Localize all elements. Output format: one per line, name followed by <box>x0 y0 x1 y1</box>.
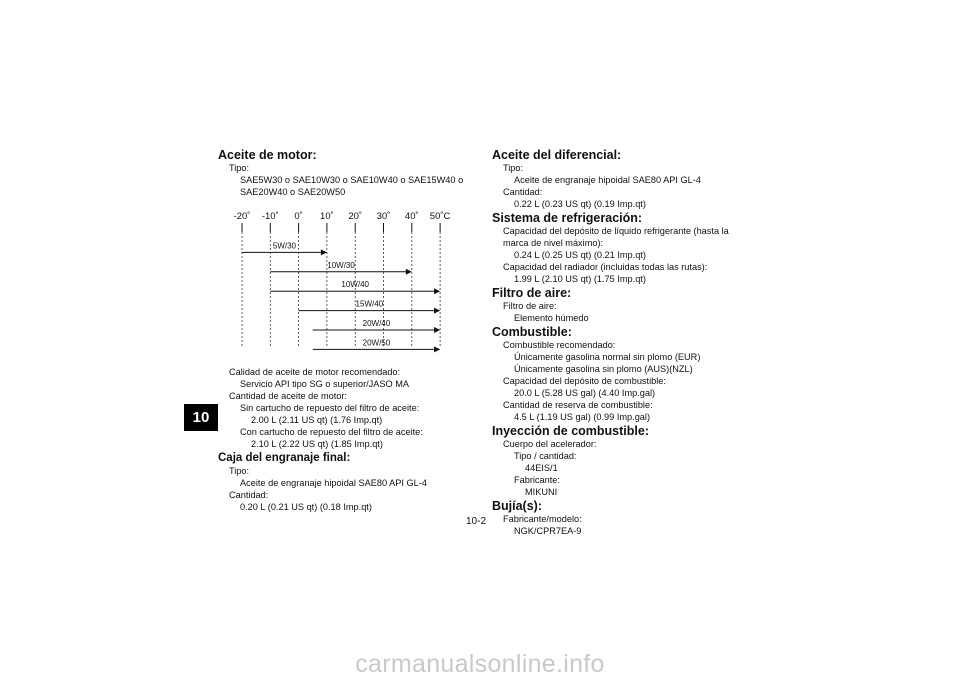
type-qty-label: Tipo / cantidad: <box>514 451 577 461</box>
fuel-recommended-1: Únicamente gasolina normal sin plomo (EUR) <box>514 352 701 362</box>
oil-temperature-chart <box>218 205 458 355</box>
fuel-tank-value: 20.0 L (5.28 US gal) (4.40 Imp.gal) <box>514 388 656 398</box>
cooling-reservoir-label-1: Capacidad del depósito de líquido refrigerante (hasta la <box>503 226 729 236</box>
air-filter-label: Filtro de aire: <box>503 301 557 311</box>
fuel-recommended-2: Únicamente gasolina sin plomo (AUS)(NZL) <box>514 364 693 374</box>
with-filter-value: 2.10 L (2.22 US qt) (1.85 Imp.qt) <box>251 439 383 449</box>
watermark: carmanualsonline.info <box>355 650 605 678</box>
spark-plug-label: Fabricante/modelo: <box>503 514 582 524</box>
left-column-lower <box>218 366 478 513</box>
diff-type-label: Tipo: <box>503 163 524 173</box>
series-10w-30 <box>270 261 412 275</box>
injection-heading: Inyección de combustible: <box>492 424 649 438</box>
cooling-radiator-label: Capacidad del radiador (incluidas todas las rutas): <box>503 262 708 272</box>
tick-label: -10˚ <box>261 211 279 222</box>
fuel-recommended-label: Combustible recomendado: <box>503 340 616 350</box>
tick-label: 0˚ <box>294 211 303 222</box>
cooling-radiator-value: 1.99 L (2.10 US qt) (1.75 Imp.qt) <box>514 274 646 284</box>
chapter-tab: 10 <box>184 404 218 431</box>
without-filter-label: Sin cartucho de repuesto del filtro de aceite: <box>240 403 420 413</box>
maker-label: Fabricante: <box>514 475 560 485</box>
motor-oil-type-label: Tipo: <box>229 163 250 173</box>
series-5w-30 <box>242 241 327 255</box>
final-gear-qty-value: 0.20 L (0.21 US qt) (0.18 Imp.qt) <box>240 502 372 512</box>
final-gear-heading: Caja del engranaje final: <box>218 452 351 464</box>
final-gear-type-value: Aceite de engranaje hipoidal SAE80 API GL-4 <box>240 478 427 488</box>
series-label: 5W/30 <box>272 241 297 251</box>
range-arrow <box>434 288 440 294</box>
range-arrow <box>406 269 412 275</box>
diff-oil-heading: Aceite del diferencial: <box>492 148 622 162</box>
tick-label: 50˚C <box>429 211 451 222</box>
range-arrow <box>434 308 440 314</box>
tick-label: 30˚ <box>376 211 391 222</box>
air-filter-value: Elemento húmedo <box>514 313 589 323</box>
series-label: 15W/40 <box>355 299 384 309</box>
left-column <box>218 147 478 198</box>
oil-quality-value: Servicio API tipo SG o superior/JASO MA <box>240 379 410 389</box>
right-column <box>492 147 742 537</box>
series-label: 10W/30 <box>327 260 355 270</box>
motor-oil-type-line1: SAE5W30 o SAE10W30 o SAE10W40 o SAE15W40 o <box>240 175 464 185</box>
spark-plug-value: NGK/CPR7EA-9 <box>514 526 582 536</box>
maker-value: MIKUNI <box>525 487 558 497</box>
series-15w-40 <box>299 300 441 314</box>
tick-label: 40˚ <box>404 211 419 222</box>
range-arrow <box>321 249 327 255</box>
motor-oil-heading: Aceite de motor: <box>218 148 317 162</box>
series-label: 20W/50 <box>362 338 391 348</box>
series-20w-40 <box>313 319 440 333</box>
type-qty-value: 44EIS/1 <box>525 463 558 473</box>
oil-quantity-label: Cantidad de aceite de motor: <box>229 391 347 401</box>
cooling-heading: Sistema de refrigeración: <box>492 211 643 225</box>
series-20w-50 <box>313 338 440 352</box>
series-label: 20W/40 <box>362 319 391 328</box>
with-filter-label: Con cartucho de repuesto del filtro de aceite: <box>240 427 423 437</box>
final-gear-qty-label: Cantidad: <box>229 490 269 500</box>
without-filter-value: 2.00 L (2.11 US qt) (1.76 Imp.qt) <box>251 415 383 425</box>
fuel-heading: Combustible: <box>492 325 572 339</box>
tick-label: -20˚ <box>233 211 251 222</box>
page-number: 10-2 <box>466 516 487 527</box>
cooling-reservoir-label-2: marca de nivel máximo): <box>503 238 604 248</box>
range-arrow <box>434 346 440 352</box>
spark-plug-heading: Bujía(s): <box>492 499 542 513</box>
diff-qty-label: Cantidad: <box>503 187 543 197</box>
air-filter-heading: Filtro de aire: <box>492 286 572 300</box>
cooling-reservoir-value: 0.24 L (0.25 US qt) (0.21 Imp.qt) <box>514 250 646 260</box>
diff-type-value: Aceite de engranaje hipoidal SAE80 API GL-4 <box>514 175 701 185</box>
tick-label: 20˚ <box>348 211 363 222</box>
diff-qty-value: 0.22 L (0.23 US qt) (0.19 Imp.qt) <box>514 199 646 209</box>
series-label: 10W/40 <box>341 280 369 290</box>
fuel-reserve-label: Cantidad de reserva de combustible: <box>503 400 653 410</box>
throttle-body-label: Cuerpo del acelerador: <box>503 439 597 449</box>
fuel-tank-label: Capacidad del depósito de combustible: <box>503 376 666 386</box>
tick-label: 10˚ <box>320 211 334 222</box>
fuel-reserve-value: 4.5 L (1.19 US gal) (0.99 Imp.gal) <box>514 412 651 422</box>
range-arrow <box>434 327 440 333</box>
final-gear-type-label: Tipo: <box>229 466 250 476</box>
motor-oil-type-line2: SAE20W40 o SAE20W50 <box>240 187 346 197</box>
oil-quality-label: Calidad de aceite de motor recomendado: <box>229 367 401 377</box>
